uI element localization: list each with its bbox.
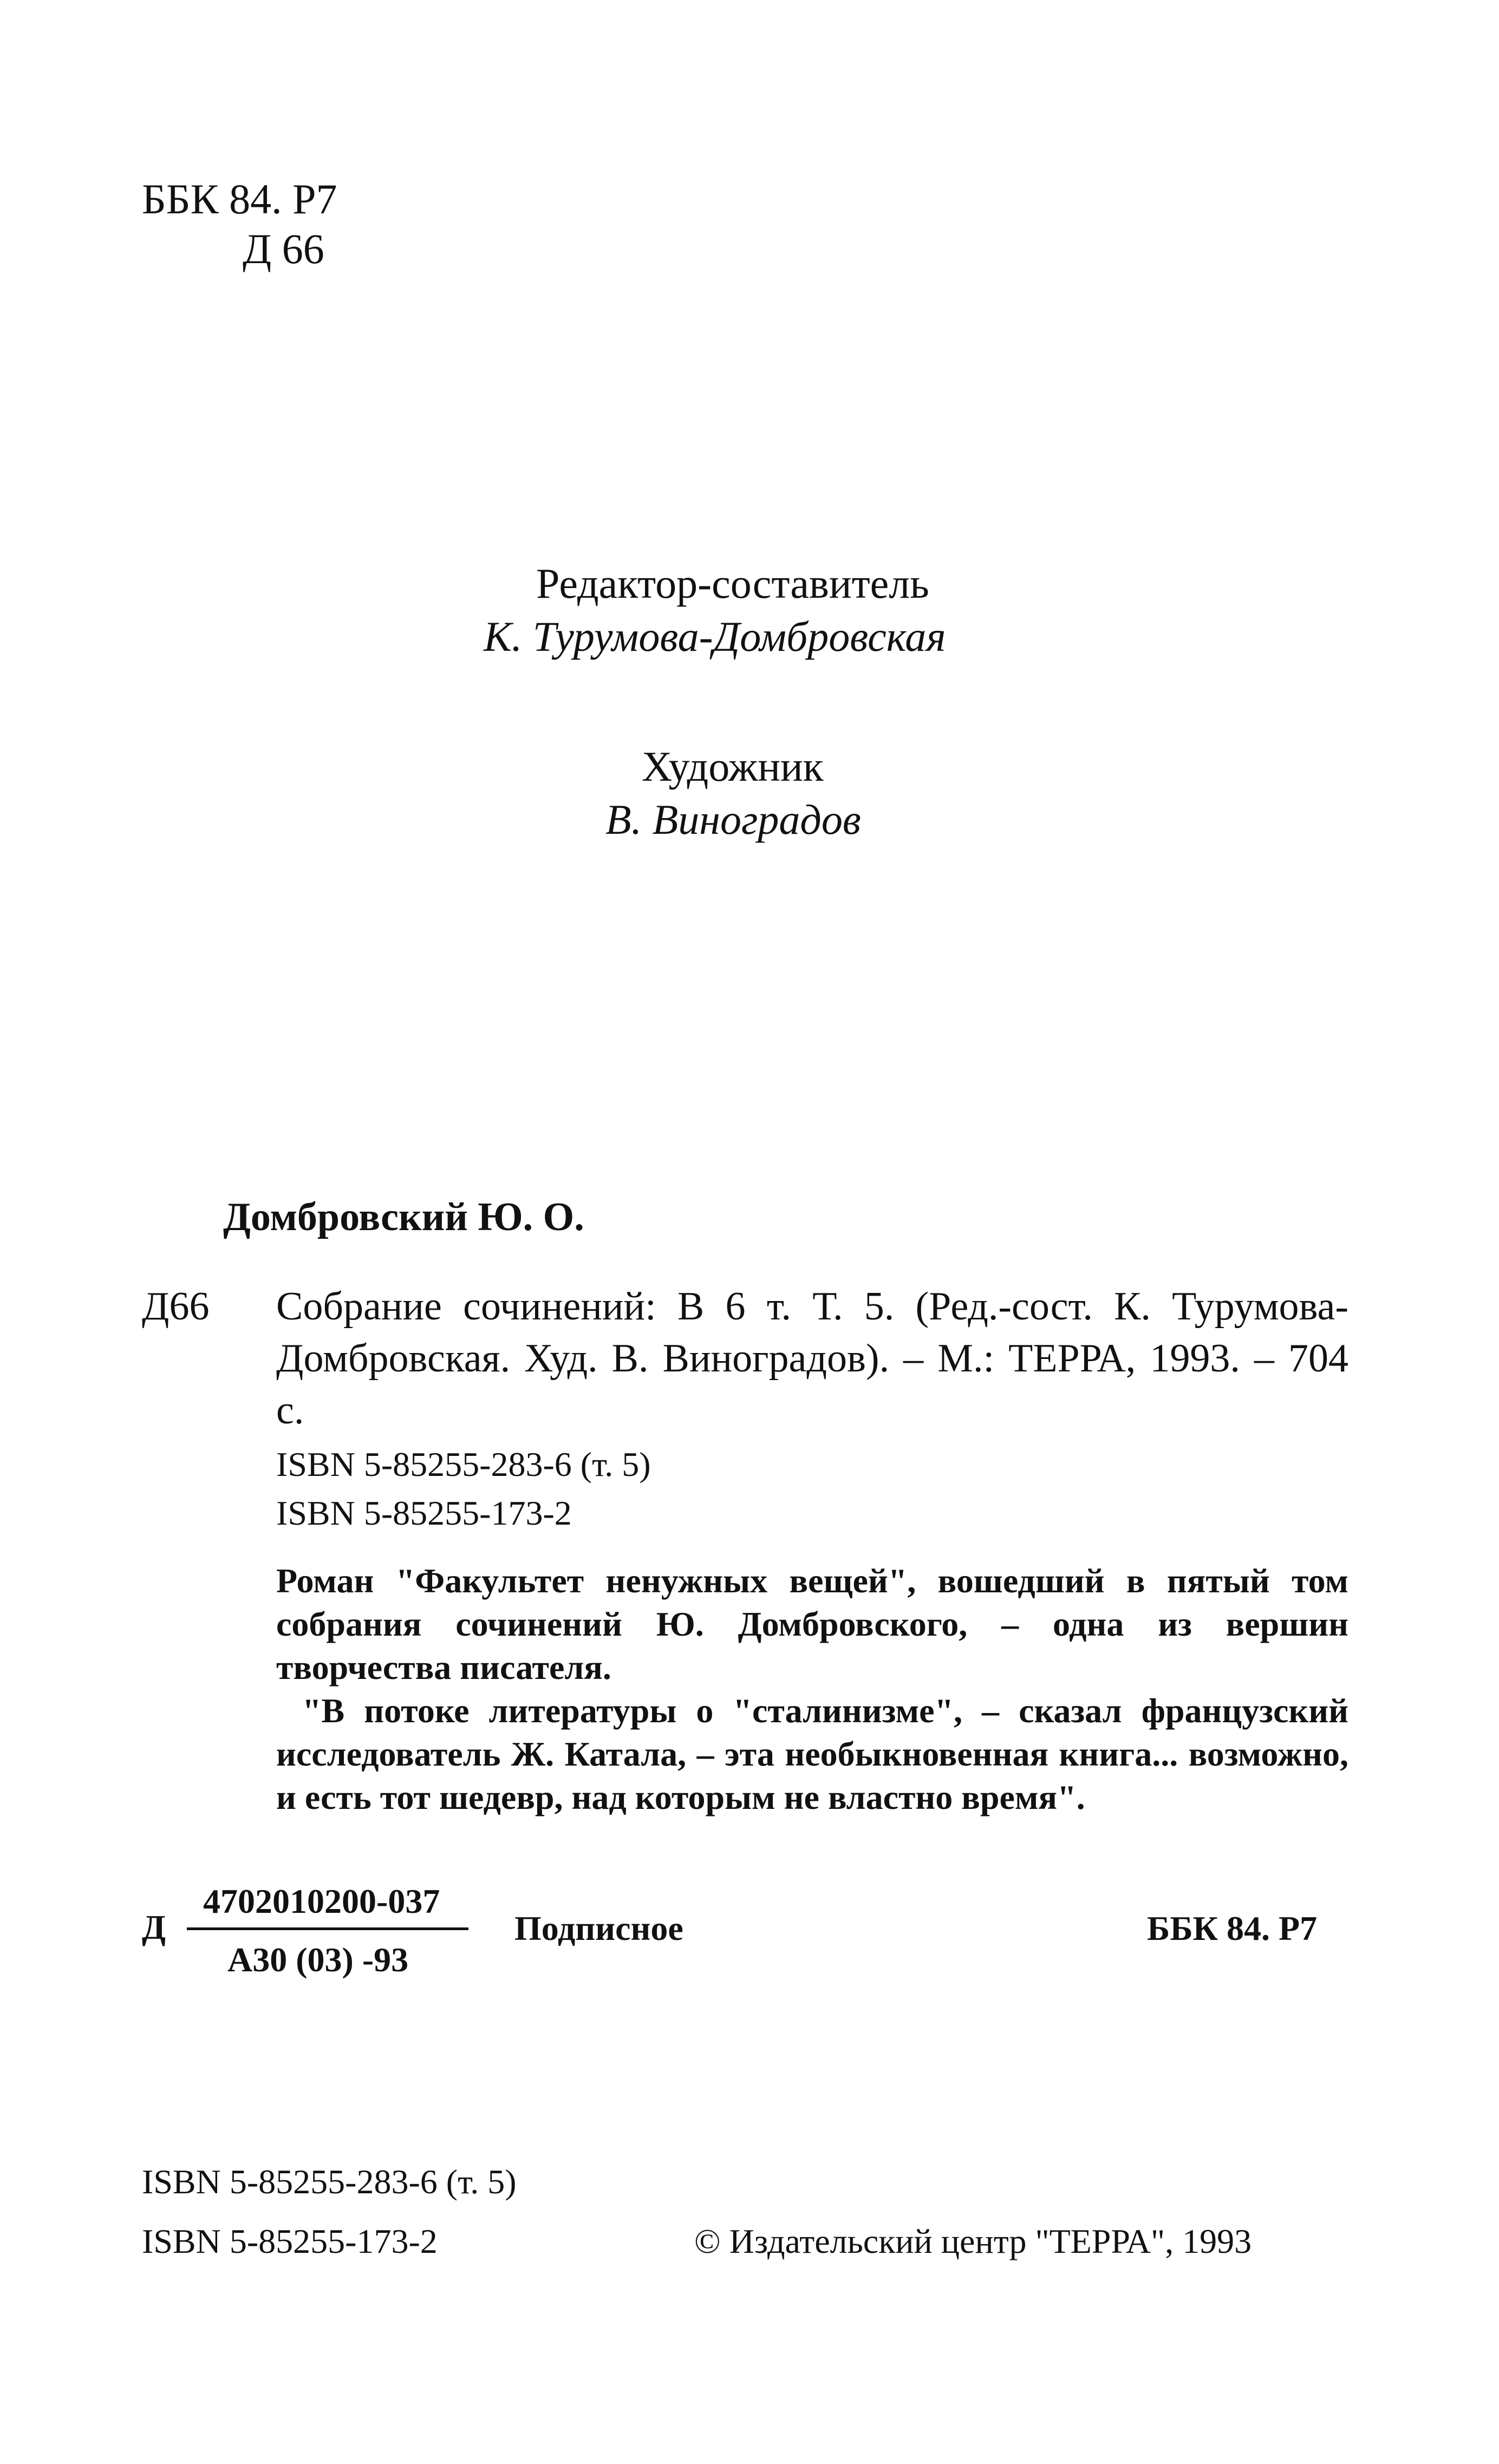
catalog-isbn-2: ISBN 5-85255-173-2 [276,1494,572,1532]
imprint-numerator: 4702010200-037 [203,1882,440,1920]
editor-role: Редактор-составитель [536,560,929,607]
footer-isbn-1: ISBN 5-85255-283-6 (т. 5) [142,2162,517,2201]
imprint-subscription: Подписное [514,1909,683,1947]
annotation-paragraph-1: Роман "Факультет ненужных вещей", вошедший в пятый том собрания сочинений Ю. Домбровского, – одна из вершин творчества писателя. [276,1561,1348,1687]
catalog-isbn-1: ISBN 5-85255-283-6 (т. 5) [276,1445,651,1483]
imprint-bbk: ББК 84. Р7 [1147,1909,1318,1947]
artist-role: Художник [642,743,824,790]
imprint-d-letter: Д [142,1908,166,1946]
footer-copyright: © Издательский центр "ТЕРРА", 1993 [694,2222,1252,2260]
bbk-code: ББК 84. Р7 [142,175,337,223]
catalog-description: Собрание сочинений: В 6 т. Т. 5. (Ред.-сост. К. Турумова-Домбровская. Худ. В. Виноградов). – М.: ТЕРРА, 1993. – 704 с. [276,1284,1348,1433]
catalog-author-heading: Домбровский Ю. О. [223,1195,584,1239]
footer-isbn-2: ISBN 5-85255-173-2 [142,2222,438,2260]
author-mark: Д 66 [243,225,324,272]
catalog-call-mark: Д66 [142,1284,210,1329]
editor-name: К. Турумова-Домбровская [484,613,946,660]
imprint-denominator: А30 (03) -93 [227,1940,409,1979]
artist-name: В. Виноградов [605,796,861,843]
imprint-fraction-line [187,1927,468,1930]
annotation-paragraph-2: "В потоке литературы о "сталинизме", – сказал французский исследователь Ж. Катала, – эта необыкновенная книга... возможно, и есть тот шедевр, над которым не властно время". [276,1691,1348,1816]
